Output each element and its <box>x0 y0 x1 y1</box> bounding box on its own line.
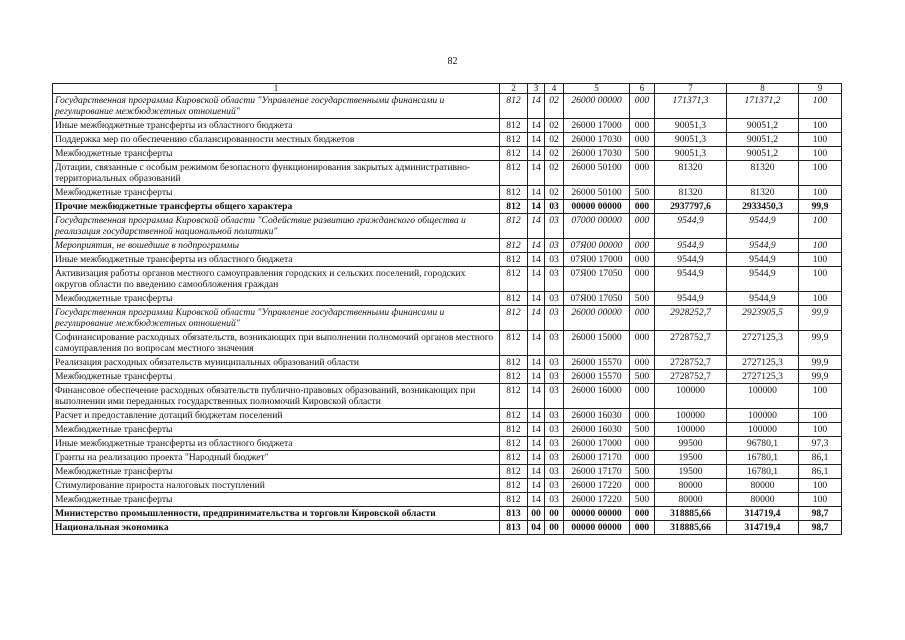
subsection-code: 02 <box>545 119 564 133</box>
subsection-code: 03 <box>545 423 564 437</box>
row-name: Дотации, связанные с особым режимом безопасного функционирования закрытых административно-территориальных образований <box>53 161 500 186</box>
ministry-code: 813 <box>500 507 528 521</box>
column-number: 4 <box>545 84 564 94</box>
subsection-code: 02 <box>545 94 564 119</box>
actual-amount: 171371,2 <box>727 94 799 119</box>
actual-amount: 100000 <box>727 423 799 437</box>
planned-amount: 9544,9 <box>655 239 727 253</box>
row-name: Межбюджетные трансферты <box>53 370 500 384</box>
actual-amount: 16780,1 <box>727 465 799 479</box>
actual-amount: 90051,2 <box>727 133 799 147</box>
subsection-code: 03 <box>545 409 564 423</box>
table-row <box>53 437 842 451</box>
row-name: Софинансирование расходных обязательств, возникающих при выполнении полномочий органов местного самоуправления по вопросам местного значения <box>53 331 500 356</box>
row-name: Стимулирование прироста налоговых поступлений <box>53 479 500 493</box>
section-code: 14 <box>528 465 545 479</box>
table-row <box>53 423 842 437</box>
ministry-code: 812 <box>500 200 528 214</box>
execution-percent: 100 <box>799 161 842 186</box>
target-article-code: 26000 17170 <box>564 451 630 465</box>
target-article-code: 07Я00 17050 <box>564 292 630 306</box>
section-code: 14 <box>528 133 545 147</box>
section-code: 14 <box>528 214 545 239</box>
expense-type-code: 000 <box>630 200 655 214</box>
target-article-code: 26000 50100 <box>564 186 630 200</box>
subsection-code: 03 <box>545 356 564 370</box>
subsection-code: 02 <box>545 186 564 200</box>
ministry-code: 812 <box>500 186 528 200</box>
target-article-code: 26000 17000 <box>564 119 630 133</box>
actual-amount: 314719,4 <box>727 507 799 521</box>
row-name: Расчет и предоставление дотаций бюджетам поселений <box>53 409 500 423</box>
target-article-code: 26000 16030 <box>564 423 630 437</box>
column-number: 7 <box>655 84 727 94</box>
table-row <box>53 119 842 133</box>
target-article-code: 26000 16000 <box>564 384 630 409</box>
planned-amount: 2728752,7 <box>655 356 727 370</box>
section-code: 14 <box>528 292 545 306</box>
page-number: 82 <box>447 56 458 67</box>
section-code: 14 <box>528 409 545 423</box>
table-row <box>53 253 842 267</box>
table-row <box>53 239 842 253</box>
expense-type-code: 500 <box>630 292 655 306</box>
column-number: 5 <box>564 84 630 94</box>
ministry-code: 812 <box>500 423 528 437</box>
planned-amount: 80000 <box>655 479 727 493</box>
section-code: 04 <box>528 521 545 535</box>
table-row <box>53 94 842 119</box>
actual-amount: 2923905,5 <box>727 306 799 331</box>
planned-amount: 19500 <box>655 451 727 465</box>
section-code: 14 <box>528 200 545 214</box>
expense-type-code: 000 <box>630 94 655 119</box>
expense-type-code: 500 <box>630 147 655 161</box>
expense-type-code: 000 <box>630 451 655 465</box>
row-name: Мероприятия, не вошедшие в подпрограммы <box>53 239 500 253</box>
target-article-code: 26000 00000 <box>564 94 630 119</box>
subsection-code: 03 <box>545 465 564 479</box>
planned-amount: 19500 <box>655 465 727 479</box>
ministry-code: 812 <box>500 384 528 409</box>
actual-amount: 9544,9 <box>727 214 799 239</box>
planned-amount: 318885,66 <box>655 507 727 521</box>
execution-percent: 100 <box>799 479 842 493</box>
expense-type-code: 000 <box>630 133 655 147</box>
expense-type-code: 500 <box>630 370 655 384</box>
ministry-code: 812 <box>500 356 528 370</box>
ministry-code: 812 <box>500 239 528 253</box>
target-article-code: 26000 17030 <box>564 133 630 147</box>
subsection-code: 03 <box>545 306 564 331</box>
row-name: Финансовое обеспечение расходных обязательств публично-правовых образований, возникающих при выполнении ими переданных государственных полномочий Кировской области <box>53 384 500 409</box>
planned-amount: 2728752,7 <box>655 331 727 356</box>
planned-amount: 100000 <box>655 423 727 437</box>
table-row <box>53 306 842 331</box>
target-article-code: 26000 17220 <box>564 493 630 507</box>
subsection-code: 02 <box>545 133 564 147</box>
ministry-code: 812 <box>500 119 528 133</box>
actual-amount: 16780,1 <box>727 451 799 465</box>
row-name: Межбюджетные трансферты <box>53 465 500 479</box>
section-code: 14 <box>528 119 545 133</box>
planned-amount: 2928252,7 <box>655 306 727 331</box>
expense-type-code: 000 <box>630 119 655 133</box>
execution-percent: 99,9 <box>799 306 842 331</box>
execution-percent: 100 <box>799 384 842 409</box>
target-article-code: 26000 15570 <box>564 356 630 370</box>
subsection-code: 03 <box>545 437 564 451</box>
section-code: 14 <box>528 423 545 437</box>
section-code: 14 <box>528 267 545 292</box>
table-row <box>53 356 842 370</box>
execution-percent: 100 <box>799 147 842 161</box>
execution-percent: 99,9 <box>799 356 842 370</box>
table-row <box>53 409 842 423</box>
actual-amount: 80000 <box>727 479 799 493</box>
target-article-code: 26000 16030 <box>564 409 630 423</box>
column-number: 9 <box>799 84 842 94</box>
execution-percent: 100 <box>799 94 842 119</box>
target-article-code: 26000 50100 <box>564 161 630 186</box>
execution-percent: 100 <box>799 409 842 423</box>
actual-amount: 80000 <box>727 493 799 507</box>
subsection-code: 02 <box>545 161 564 186</box>
expense-type-code: 000 <box>630 239 655 253</box>
execution-percent: 100 <box>799 239 842 253</box>
ministry-code: 812 <box>500 292 528 306</box>
row-name: Государственная программа Кировской области "Управление государственными финансами и регулирование межбюджетных отношений" <box>53 306 500 331</box>
planned-amount: 2937797,6 <box>655 200 727 214</box>
execution-percent: 100 <box>799 423 842 437</box>
planned-amount: 90051,3 <box>655 133 727 147</box>
target-article-code: 26000 17000 <box>564 437 630 451</box>
target-article-code: 07Я00 17000 <box>564 253 630 267</box>
actual-amount: 81320 <box>727 186 799 200</box>
actual-amount: 9544,9 <box>727 267 799 292</box>
row-name: Межбюджетные трансферты <box>53 423 500 437</box>
ministry-code: 812 <box>500 479 528 493</box>
ministry-code: 812 <box>500 147 528 161</box>
subsection-code: 03 <box>545 493 564 507</box>
expense-type-code: 000 <box>630 331 655 356</box>
section-code: 00 <box>528 507 545 521</box>
table-row <box>53 465 842 479</box>
row-name: Министерство промышленности, предпринимательства и торговли Кировской области <box>53 507 500 521</box>
row-name: Национальная экономика <box>53 521 500 535</box>
actual-amount: 2727125,3 <box>727 370 799 384</box>
target-article-code: 26000 15000 <box>564 331 630 356</box>
actual-amount: 2727125,3 <box>727 356 799 370</box>
section-code: 14 <box>528 253 545 267</box>
execution-percent: 86,1 <box>799 465 842 479</box>
expense-type-code: 000 <box>630 384 655 409</box>
section-code: 14 <box>528 186 545 200</box>
subsection-code: 03 <box>545 331 564 356</box>
execution-percent: 86,1 <box>799 451 842 465</box>
subsection-code: 03 <box>545 200 564 214</box>
row-name: Государственная программа Кировской области "Управление государственными финансами и регулирование межбюджетных отношений" <box>53 94 500 119</box>
planned-amount: 9544,9 <box>655 292 727 306</box>
subsection-code: 03 <box>545 214 564 239</box>
actual-amount: 9544,9 <box>727 239 799 253</box>
subsection-code: 02 <box>545 147 564 161</box>
table-row <box>53 186 842 200</box>
actual-amount: 2727125,3 <box>727 331 799 356</box>
target-article-code: 07000 00000 <box>564 214 630 239</box>
row-name: Межбюджетные трансферты <box>53 186 500 200</box>
execution-percent: 100 <box>799 119 842 133</box>
row-name: Реализация расходных обязательств муниципальных образований области <box>53 356 500 370</box>
planned-amount: 2728752,7 <box>655 370 727 384</box>
actual-amount: 96780,1 <box>727 437 799 451</box>
row-name: Государственная программа Кировской области "Содействие развитию гражданского общества и реализация государственной национальной политики" <box>53 214 500 239</box>
ministry-code: 812 <box>500 133 528 147</box>
table-row <box>53 147 842 161</box>
target-article-code: 07Я00 17050 <box>564 267 630 292</box>
table-row <box>53 200 842 214</box>
actual-amount: 90051,2 <box>727 147 799 161</box>
subsection-code: 03 <box>545 239 564 253</box>
row-name: Поддержка мер по обеспечению сбалансированности местных бюджетов <box>53 133 500 147</box>
column-number: 3 <box>528 84 545 94</box>
planned-amount: 318885,66 <box>655 521 727 535</box>
ministry-code: 812 <box>500 437 528 451</box>
row-name: Иные межбюджетные трансферты из областного бюджета <box>53 437 500 451</box>
target-article-code: 00000 00000 <box>564 200 630 214</box>
expense-type-code: 500 <box>630 465 655 479</box>
planned-amount: 81320 <box>655 186 727 200</box>
ministry-code: 812 <box>500 409 528 423</box>
actual-amount: 100000 <box>727 384 799 409</box>
ministry-code: 812 <box>500 493 528 507</box>
section-code: 14 <box>528 306 545 331</box>
row-name: Межбюджетные трансферты <box>53 493 500 507</box>
ministry-code: 812 <box>500 253 528 267</box>
actual-amount: 90051,2 <box>727 119 799 133</box>
execution-percent: 100 <box>799 186 842 200</box>
planned-amount: 99500 <box>655 437 727 451</box>
budget-table <box>52 83 842 535</box>
target-article-code: 26000 15570 <box>564 370 630 384</box>
planned-amount: 171371,3 <box>655 94 727 119</box>
actual-amount: 314719,4 <box>727 521 799 535</box>
table-row <box>53 507 842 521</box>
section-code: 14 <box>528 161 545 186</box>
section-code: 14 <box>528 370 545 384</box>
subsection-code: 03 <box>545 267 564 292</box>
expense-type-code: 000 <box>630 521 655 535</box>
expense-type-code: 000 <box>630 214 655 239</box>
expense-type-code: 000 <box>630 507 655 521</box>
planned-amount: 100000 <box>655 384 727 409</box>
actual-amount: 100000 <box>727 409 799 423</box>
expense-type-code: 000 <box>630 409 655 423</box>
row-name: Межбюджетные трансферты <box>53 147 500 161</box>
ministry-code: 813 <box>500 521 528 535</box>
execution-percent: 100 <box>799 493 842 507</box>
ministry-code: 812 <box>500 267 528 292</box>
subsection-code: 03 <box>545 253 564 267</box>
row-name: Прочие межбюджетные трансферты общего характера <box>53 200 500 214</box>
actual-amount: 9544,9 <box>727 292 799 306</box>
table-row <box>53 384 842 409</box>
execution-percent: 99,9 <box>799 370 842 384</box>
table-row <box>53 292 842 306</box>
subsection-code: 03 <box>545 370 564 384</box>
execution-percent: 99,9 <box>799 331 842 356</box>
expense-type-code: 000 <box>630 437 655 451</box>
ministry-code: 812 <box>500 306 528 331</box>
execution-percent: 100 <box>799 292 842 306</box>
target-article-code: 00000 00000 <box>564 521 630 535</box>
subsection-code: 03 <box>545 479 564 493</box>
expense-type-code: 000 <box>630 356 655 370</box>
table-row <box>53 521 842 535</box>
planned-amount: 81320 <box>655 161 727 186</box>
row-name: Гранты на реализацию проекта "Народный бюджет" <box>53 451 500 465</box>
actual-amount: 9544,9 <box>727 253 799 267</box>
expense-type-code: 500 <box>630 423 655 437</box>
ministry-code: 812 <box>500 331 528 356</box>
section-code: 14 <box>528 331 545 356</box>
actual-amount: 2933450,3 <box>727 200 799 214</box>
execution-percent: 100 <box>799 253 842 267</box>
table-row <box>53 479 842 493</box>
expense-type-code: 500 <box>630 186 655 200</box>
table-row <box>53 214 842 239</box>
subsection-code: 03 <box>545 451 564 465</box>
table-row <box>53 370 842 384</box>
section-code: 14 <box>528 451 545 465</box>
target-article-code: 26000 17220 <box>564 479 630 493</box>
execution-percent: 100 <box>799 267 842 292</box>
expense-type-code: 000 <box>630 253 655 267</box>
ministry-code: 812 <box>500 465 528 479</box>
target-article-code: 26000 17170 <box>564 465 630 479</box>
expense-type-code: 500 <box>630 493 655 507</box>
table-row <box>53 133 842 147</box>
execution-percent: 99,9 <box>799 200 842 214</box>
row-name: Иные межбюджетные трансферты из областного бюджета <box>53 253 500 267</box>
planned-amount: 9544,9 <box>655 253 727 267</box>
planned-amount: 90051,3 <box>655 147 727 161</box>
subsection-code: 00 <box>545 507 564 521</box>
expense-type-code: 000 <box>630 267 655 292</box>
section-code: 14 <box>528 479 545 493</box>
execution-percent: 98,7 <box>799 507 842 521</box>
row-name: Активизация работы органов местного самоуправления городских и сельских поселений, городских округов области по введению самообложения граждан <box>53 267 500 292</box>
column-number: 2 <box>500 84 528 94</box>
table-row <box>53 493 842 507</box>
ministry-code: 812 <box>500 370 528 384</box>
row-name: Межбюджетные трансферты <box>53 292 500 306</box>
ministry-code: 812 <box>500 161 528 186</box>
planned-amount: 9544,9 <box>655 267 727 292</box>
section-code: 14 <box>528 384 545 409</box>
table-row <box>53 267 842 292</box>
column-number-row <box>53 84 842 94</box>
subsection-code: 00 <box>545 521 564 535</box>
target-article-code: 26000 00000 <box>564 306 630 331</box>
ministry-code: 812 <box>500 214 528 239</box>
section-code: 14 <box>528 239 545 253</box>
execution-percent: 97,3 <box>799 437 842 451</box>
table-row <box>53 451 842 465</box>
section-code: 14 <box>528 147 545 161</box>
planned-amount: 100000 <box>655 409 727 423</box>
section-code: 14 <box>528 94 545 119</box>
table-row <box>53 161 842 186</box>
column-number: 1 <box>53 84 500 94</box>
execution-percent: 100 <box>799 214 842 239</box>
section-code: 14 <box>528 437 545 451</box>
expense-type-code: 000 <box>630 479 655 493</box>
execution-percent: 100 <box>799 133 842 147</box>
ministry-code: 812 <box>500 451 528 465</box>
target-article-code: 00000 00000 <box>564 507 630 521</box>
planned-amount: 9544,9 <box>655 214 727 239</box>
planned-amount: 90051,3 <box>655 119 727 133</box>
target-article-code: 26000 17030 <box>564 147 630 161</box>
ministry-code: 812 <box>500 94 528 119</box>
subsection-code: 03 <box>545 384 564 409</box>
section-code: 14 <box>528 356 545 370</box>
actual-amount: 81320 <box>727 161 799 186</box>
execution-percent: 98,7 <box>799 521 842 535</box>
planned-amount: 80000 <box>655 493 727 507</box>
expense-type-code: 000 <box>630 161 655 186</box>
section-code: 14 <box>528 493 545 507</box>
target-article-code: 07Я00 00000 <box>564 239 630 253</box>
subsection-code: 03 <box>545 292 564 306</box>
expense-type-code: 000 <box>630 306 655 331</box>
row-name: Иные межбюджетные трансферты из областного бюджета <box>53 119 500 133</box>
table-row <box>53 331 842 356</box>
column-number: 8 <box>727 84 799 94</box>
column-number: 6 <box>630 84 655 94</box>
